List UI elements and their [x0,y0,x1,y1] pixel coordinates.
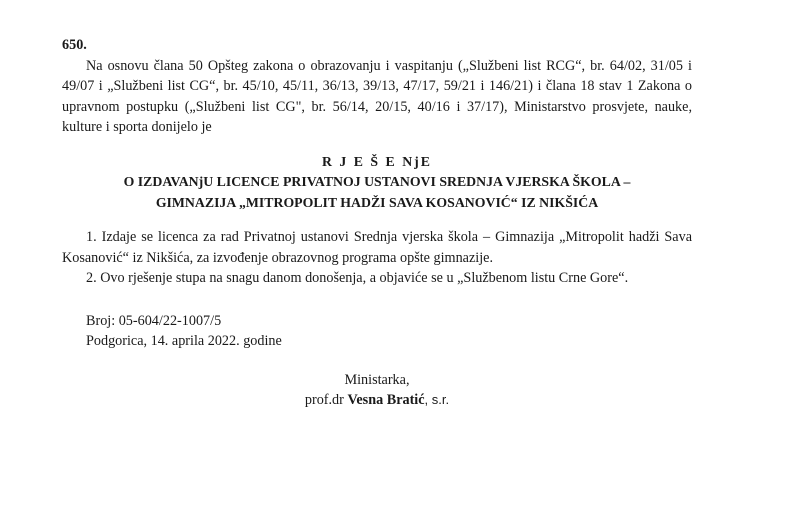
signatory-line [62,390,692,411]
document-page [62,35,692,411]
signatory-title: prof.dr [304,392,348,408]
document-number: 650. [62,37,87,53]
signatory-suffix: , s.r. [424,392,450,407]
document-meta [62,311,692,352]
decision-title [62,152,692,214]
decision-heading: R J E Š E NjE [322,153,432,169]
decision-subject-line-2: GIMNAZIJA „MITROPOLIT HADŽI SAVA KOSANOVIĆ“ IZ NIKŠIĆA [155,194,599,210]
signatory-name: Vesna Bratić [347,392,425,408]
reference-number: Broj: 05-604/22-1007/5 [86,312,222,329]
place-and-date: Podgorica, 14. aprila 2022. godine [86,333,282,349]
decision-item-2: 2. Ovo rješenje stupa na snagu danom donošenja, a objaviće se u „Službenom listu Crne Gore“. [86,270,629,286]
preamble-paragraph: Na osnovu člana 50 Opšteg zakona o obrazovanju i vaspitanju („Službeni list RCG“, br. 64/02, 31/05 i 49/07 i „Službeni list CG“, br. 45/10, 45/11, 36/13, 39/13, 47/17, 59/21 i 146/21) i člana 18 stav 1 Zakona o upravnom postupku („Službeni list CG", br. 56/14, 20/15, 40/16 i 37/17), Ministarstvo prosvjete, nauke, kulture i sporta donijelo je [62,57,692,135]
decision-subject-line-1: O IZDAVANjU LICENCE PRIVATNOJ USTANOVI SREDNJA VJERSKA ŠKOLA – [123,174,631,189]
decision-items [62,227,692,289]
signature-block [62,370,692,411]
decision-item-1: 1. Izdaje se licenca za rad Privatnoj ustanovi Srednja vjerska škola – Gimnazija „Mitropolit hadži Sava Kosanović“ iz Nikšića, za izvođenje obrazovnog programa opšte gimnazije. [62,229,692,266]
signatory-role: Ministarka, [344,371,410,388]
